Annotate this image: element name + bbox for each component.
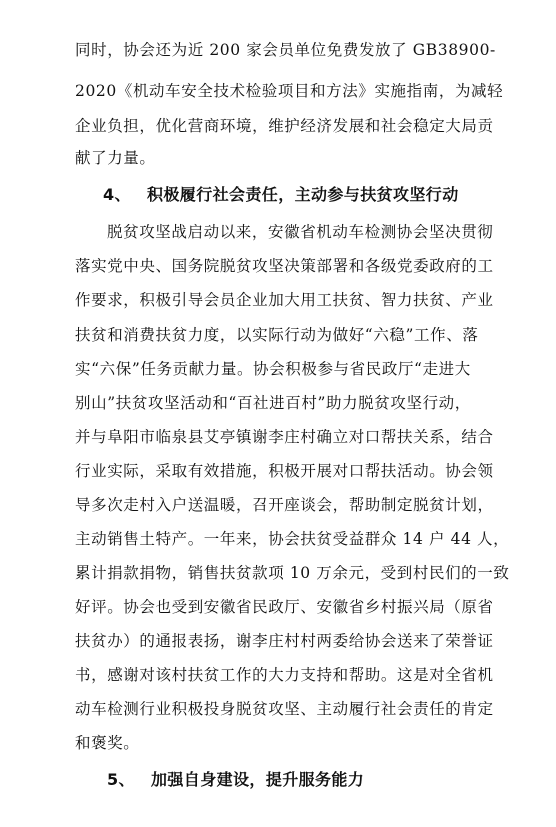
paragraph-2-line-7: 并与阜阳市临泉县艾亭镇谢李庄村确立对口帮扶关系，结合: [75, 428, 494, 446]
paragraph-2-line-8: 行业实际，采取有效措施，积极开展对口帮扶活动。协会领: [75, 462, 494, 480]
paragraph-2-line-2: 落实党中央、国务院脱贫攻坚决策部署和各级党委政府的工: [75, 257, 494, 275]
paragraph-2-line-16: 和褒奖。: [75, 734, 140, 752]
section-title-5: 加强自身建设，提升服务能力: [151, 770, 365, 789]
paragraph-2-line-6: 别山”扶贫攻坚活动和“百社进百村”助力脱贫攻坚行动，: [75, 394, 471, 412]
paragraph-1-line-3: 企业负担，优化营商环境，维护经济发展和社会稳定大局贡: [75, 117, 494, 135]
section-heading-4: [103, 185, 459, 205]
section-number-5: 5、: [107, 770, 135, 789]
paragraph-2-line-11: 累计捐款捐物，销售扶贫款项 10 万余元，受到村民们的一致: [75, 564, 510, 582]
paragraph-2-line-14: 书，感谢对该村扶贫工作的大力支持和帮助。这是对全省机: [75, 666, 494, 684]
paragraph-2-line-5: 实“六保”任务贡献力量。协会积极参与省民政厅“走进大: [75, 360, 471, 378]
paragraph-2-line-13: 扶贫办）的通报表扬，谢李庄村村两委给协会送来了荣誉证: [75, 632, 494, 650]
paragraph-1-line-1: 同时，协会还为近 200 家会员单位免费发放了 GB38900-: [75, 41, 496, 59]
paragraph-2-line-15: 动车检测行业积极投身脱贫攻坚、主动履行社会责任的肯定: [75, 700, 494, 718]
paragraph-2-line-12: 好评。协会也受到安徽省民政厅、安徽省乡村振兴局（原省: [75, 598, 494, 616]
section-title-4: 积极履行社会责任，主动参与扶贫攻坚行动: [147, 185, 459, 204]
section-number-4: 4、: [103, 185, 131, 204]
paragraph-2-line-9: 导多次走村入户送温暖，召开座谈会，帮助制定脱贫计划，: [75, 496, 494, 514]
paragraph-1-line-2: 2020《机动车安全技术检验项目和方法》实施指南，为减轻: [75, 82, 504, 100]
paragraph-2-line-4: 扶贫和消费扶贫力度，以实际行动为做好“六稳”工作、落: [75, 326, 479, 344]
paragraph-1-line-4: 献了力量。: [75, 149, 156, 167]
section-heading-5: [107, 770, 364, 790]
paragraph-2-line-1: 脱贫攻坚战启动以来，安徽省机动车检测协会坚决贯彻: [107, 223, 494, 241]
paragraph-2-line-10: 主动销售土特产。一年来，协会扶贫受益群众 14 户 44 人，: [75, 530, 510, 548]
paragraph-2-line-3: 作要求，积极引导会员企业加大用工扶贫、智力扶贫、产业: [75, 291, 494, 309]
